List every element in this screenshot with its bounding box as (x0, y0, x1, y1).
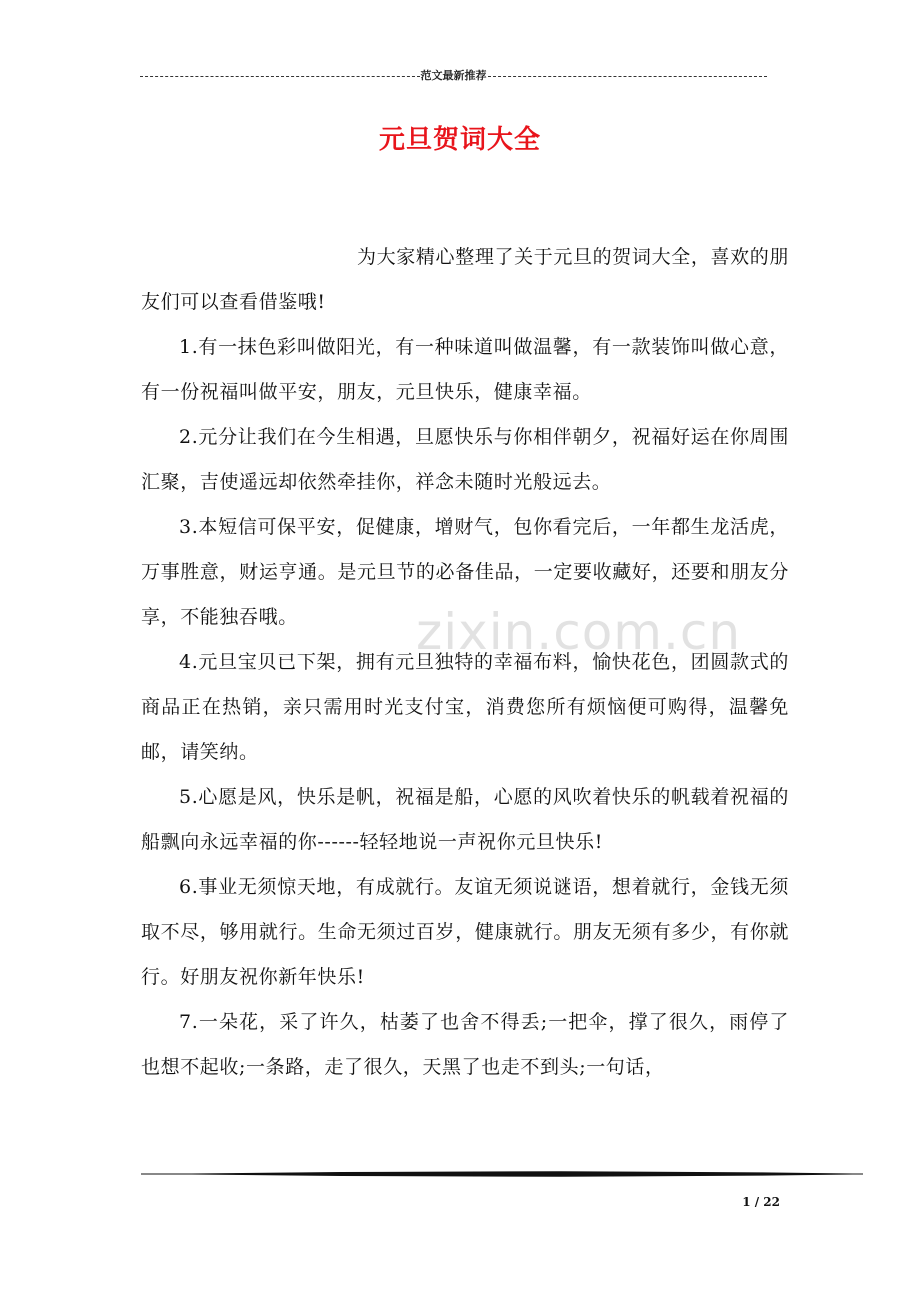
document-title: 元旦贺词大全 (378, 125, 541, 155)
page-header (140, 68, 767, 84)
greeting-item-7: 7.一朵花，采了许久，枯萎了也舍不得丢;一把伞，撑了很久，雨停了也想不起收;一条路，走了很久，天黑了也走不到头;一句话， (141, 1011, 789, 1078)
page-number: 1 / 22 (742, 1195, 780, 1209)
header-label: 范文最新推荐 (420, 69, 487, 82)
header-dash-left (140, 76, 420, 77)
greeting-item-6: 6.事业无须惊天地，有成就行。友谊无须说谜语，想着就行，金钱无须取不尽，够用就行。生命无须过百岁，健康就行。朋友无须有多少，有你就行。好朋友祝你新年快乐! (141, 876, 789, 988)
greeting-item-4: 4.元旦宝贝已下架，拥有元旦独特的幸福布料，愉快花色，团圆款式的商品正在热销，亲只需用时光支付宝，消费您所有烦恼便可购得，温馨免邮，请笑纳。 (141, 651, 789, 763)
watermark: zixin.com.cn (416, 603, 742, 661)
greeting-item-2: 2.元分让我们在今生相遇，旦愿快乐与你相伴朝夕，祝福好运在你周围汇聚，吉使遥远却依然牵挂你，祥念未随时光般远去。 (141, 426, 789, 493)
greeting-item-1: 1.有一抹色彩叫做阳光，有一种味道叫做温馨，有一款装饰叫做心意，有一份祝福叫做平安，朋友，元旦快乐，健康幸福。 (141, 336, 789, 403)
footer-rule (141, 1170, 863, 1178)
intro-paragraph: 为大家精心整理了关于元旦的贺词大全，喜欢的朋友们可以查看借鉴哦! (141, 246, 789, 313)
header-dash-right (488, 76, 768, 77)
document-body (141, 235, 789, 1090)
greeting-item-5: 5.心愿是风，快乐是帆，祝福是船，心愿的风吹着快乐的帆载着祝福的船飘向永远幸福的你------轻轻地说一声祝你元旦快乐! (141, 786, 789, 853)
greeting-item-3: 3.本短信可保平安，促健康，增财气，包你看完后，一年都生龙活虎，万事胜意，财运亨通。是元旦节的必备佳品，一定要收藏好，还要和朋友分享，不能独吞哦。 (141, 516, 789, 628)
